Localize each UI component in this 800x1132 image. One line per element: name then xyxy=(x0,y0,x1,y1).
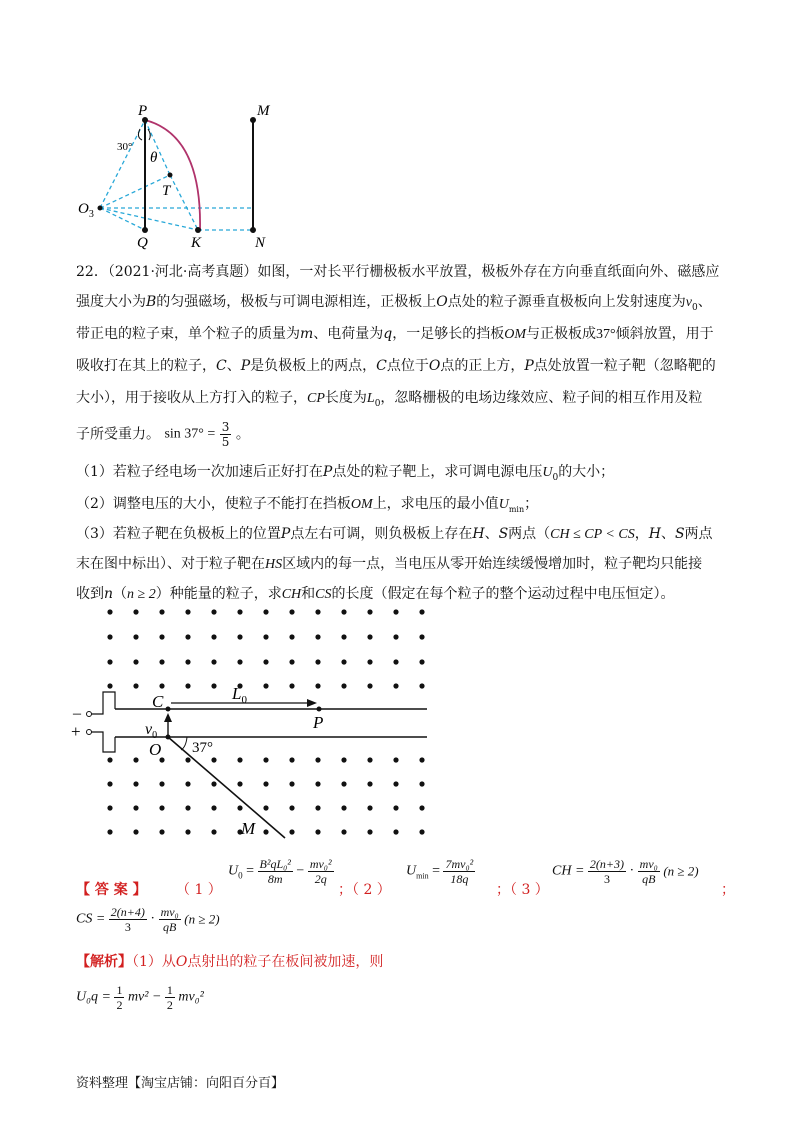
field-dot xyxy=(185,659,190,664)
field-dot xyxy=(263,829,268,834)
field-dot xyxy=(341,757,346,762)
field-dot xyxy=(237,659,242,664)
dashed-line xyxy=(100,208,198,230)
field-dot xyxy=(419,757,424,762)
field-dot xyxy=(133,757,138,762)
point-o3 xyxy=(98,206,103,211)
field-dot xyxy=(393,683,398,688)
negative-terminal xyxy=(91,692,115,714)
field-dot xyxy=(107,757,112,762)
point-t xyxy=(168,173,173,178)
dashed-line xyxy=(100,175,170,208)
problem-line-6: 子所受重力。 sin 37° = $\frac{3}{5}$ 。 xyxy=(76,420,250,449)
field-dot xyxy=(107,634,112,639)
field-dot xyxy=(263,781,268,786)
field-dot xyxy=(159,659,164,664)
field-dot xyxy=(263,634,268,639)
field-dot xyxy=(315,634,320,639)
field-dot xyxy=(263,609,268,614)
analysis-line: 【解析】（1）从O点射出的粒子在板间被加速，则 xyxy=(76,954,384,970)
answer-tag: 【 答 案 】 xyxy=(76,882,147,898)
field-dot xyxy=(367,683,372,688)
field-dot xyxy=(133,634,138,639)
magnetic-field-dots xyxy=(107,609,424,834)
label-plus: + xyxy=(71,722,81,741)
field-dot xyxy=(133,683,138,688)
field-dot xyxy=(341,781,346,786)
field-dot xyxy=(367,805,372,810)
field-dot xyxy=(367,757,372,762)
field-dot xyxy=(315,659,320,664)
field-dot xyxy=(289,659,294,664)
field-dot xyxy=(211,781,216,786)
field-dot xyxy=(367,829,372,834)
label-30: 30° xyxy=(117,141,133,153)
field-dot xyxy=(211,757,216,762)
dashed-line xyxy=(170,175,198,230)
label-k: K xyxy=(191,235,202,251)
field-dot xyxy=(237,781,242,786)
field-dot xyxy=(133,781,138,786)
point-m xyxy=(250,117,256,123)
point-n xyxy=(250,227,256,233)
field-dot xyxy=(107,659,112,664)
field-dot xyxy=(159,609,164,614)
field-dot xyxy=(263,757,268,762)
field-dot xyxy=(393,829,398,834)
label-m: M xyxy=(241,819,256,838)
field-dot xyxy=(211,805,216,810)
label-q: Q xyxy=(137,235,148,251)
v0-arrowhead xyxy=(164,713,172,722)
field-dot xyxy=(419,805,424,810)
field-dot xyxy=(263,683,268,688)
label-o: O xyxy=(149,740,162,759)
label-37: 37° xyxy=(192,740,213,756)
field-dot xyxy=(159,634,164,639)
terminal-circle-negative xyxy=(87,712,92,717)
problem-line-4: 吸收打在其上的粒子，C、P是负极板上的两点，C点位于O点的正上方，P点处放置一粒子靶（忽略靶的 xyxy=(76,358,716,374)
field-dot xyxy=(341,659,346,664)
field-dot xyxy=(315,781,320,786)
field-dot xyxy=(315,683,320,688)
field-dot xyxy=(159,805,164,810)
field-dot xyxy=(315,757,320,762)
field-dot xyxy=(133,659,138,664)
answer-line-2: CS = $\frac{2(n+4)}{3}$ · $\frac{\text{mv₀}}{qB}$ (n ≥ 2) xyxy=(76,905,220,934)
field-dot xyxy=(237,757,242,762)
question-3-line-2: 末在图中标出）、对于粒子靶在HS区域内的每一点，当电压从零开始连续缓慢增加时，粒子靶均只能接 xyxy=(76,556,703,572)
field-dot xyxy=(185,805,190,810)
field-dot xyxy=(211,659,216,664)
field-dot xyxy=(289,609,294,614)
field-dot xyxy=(393,805,398,810)
field-dot xyxy=(341,829,346,834)
problem-line-3: 带正电的粒子束，单个粒子的质量为m、电荷量为q，一足够长的挡板OM与正极板成37°倾斜放置，用于 xyxy=(76,326,714,342)
field-dot xyxy=(393,609,398,614)
field-dot xyxy=(367,781,372,786)
field-dot xyxy=(237,609,242,614)
point-o xyxy=(166,735,171,740)
field-dot xyxy=(289,829,294,834)
figure-2 xyxy=(65,600,445,850)
question-2: （2）调整电压的大小，使粒子不能打在挡板OM上，求电压的最小值$U_{min}$； xyxy=(76,496,539,514)
field-dot xyxy=(211,683,216,688)
question-1: （1）若粒子经电场一次加速后正好打在P点处的粒子靶上，求可调电源电压$U_0$的大小； xyxy=(76,464,615,483)
figure-1 xyxy=(70,95,300,255)
analysis-tag: 【解析】 xyxy=(76,954,132,970)
field-dot xyxy=(289,634,294,639)
field-dot xyxy=(185,757,190,762)
field-dot xyxy=(159,781,164,786)
field-dot xyxy=(315,829,320,834)
field-dot xyxy=(237,805,242,810)
point-q xyxy=(142,227,148,233)
point-p xyxy=(317,707,322,712)
label-p: P xyxy=(313,713,324,732)
field-dot xyxy=(315,805,320,810)
field-dot xyxy=(133,609,138,614)
baffle-om xyxy=(168,737,285,838)
label-t: T xyxy=(162,183,171,199)
positive-terminal xyxy=(91,732,115,752)
trajectory-arc xyxy=(145,120,200,230)
field-dot xyxy=(107,781,112,786)
field-dot xyxy=(289,683,294,688)
field-dot xyxy=(185,781,190,786)
field-dot xyxy=(341,683,346,688)
label-n: N xyxy=(255,235,266,251)
field-dot xyxy=(237,634,242,639)
answer-line-1: 【 答 案 】 （ 1 ） $U_0$ = $\frac{\text{B²qL₀²}}{8m}$ − $\frac{\text{mv₀²}}{2q}$ ；（ 2 ） $U_{min}$ = $\frac{\text{7mv₀²}}{18q}$ ；（ 3 ） CH = $\frac{2(n+3)}{3}$ · $\frac{\text{mv₀}}{qB}$ (n ≥ 2) ； xyxy=(76,857,735,898)
field-dot xyxy=(211,609,216,614)
field-dot xyxy=(419,829,424,834)
label-l0: $L_0$ xyxy=(232,684,247,706)
field-dot xyxy=(107,609,112,614)
field-dot xyxy=(367,609,372,614)
point-c xyxy=(166,707,171,712)
field-dot xyxy=(419,781,424,786)
label-o3: $O_3$ xyxy=(78,201,94,220)
label-minus: – xyxy=(73,705,81,722)
label-p: P xyxy=(138,103,148,119)
terminal-circle-positive xyxy=(87,730,92,735)
field-dot xyxy=(133,829,138,834)
footer-text: 资料整理【淘宝店铺：向阳百分百】 xyxy=(76,1076,285,1091)
field-dot xyxy=(419,609,424,614)
field-dot xyxy=(263,805,268,810)
question-3: （3）若粒子靶在负极板上的位置P点左右可调，则负极板上存在H、S两点（CH ≤ CP < CS，H、S两点 xyxy=(76,526,713,542)
field-dot xyxy=(393,659,398,664)
field-dot xyxy=(107,829,112,834)
field-dot xyxy=(107,805,112,810)
field-dot xyxy=(419,683,424,688)
problem-line-5: 大小），用于接收从上方打入的粒子，CP长度为$L_0$，忽略栅极的电场边缘效应、粒子间的相互作用及粒 xyxy=(76,390,703,409)
label-v0: $v_0$ xyxy=(145,721,158,741)
point-k xyxy=(195,227,201,233)
l0-arrowhead xyxy=(307,699,317,707)
field-dot xyxy=(419,634,424,639)
field-dot xyxy=(289,805,294,810)
problem-number: 22． xyxy=(76,264,108,280)
problem-line-2: 强度大小为B的匀强磁场，极板与可调电源相连，正极板上O点处的粒子源垂直极板向上发射速度为$v_0$、 xyxy=(76,294,712,313)
field-dot xyxy=(185,634,190,639)
field-dot xyxy=(107,683,112,688)
field-dot xyxy=(263,659,268,664)
label-c: C xyxy=(152,692,164,711)
field-dot xyxy=(211,829,216,834)
field-dot xyxy=(185,609,190,614)
label-theta: θ xyxy=(150,150,158,166)
field-dot xyxy=(341,634,346,639)
field-dot xyxy=(341,609,346,614)
field-dot xyxy=(393,634,398,639)
field-dot xyxy=(289,781,294,786)
field-dot xyxy=(419,659,424,664)
field-dot xyxy=(159,829,164,834)
dashed-line xyxy=(145,120,170,175)
dashed-line xyxy=(100,208,145,230)
label-m: M xyxy=(257,103,270,119)
question-3-line-3: 收到n（n ≥ 2）种能量的粒子，求CH和CS的长度（假定在每个粒子的整个运动过程中电压恒定）。 xyxy=(76,586,675,602)
field-dot xyxy=(341,805,346,810)
analysis-equation: U₀q = $\frac{1}{2}$ mv² − $\frac{1}{2}$ mv₀² xyxy=(76,983,204,1012)
field-dot xyxy=(133,805,138,810)
field-dot xyxy=(289,757,294,762)
field-dot xyxy=(185,829,190,834)
field-dot xyxy=(185,683,190,688)
field-dot xyxy=(367,659,372,664)
field-dot xyxy=(315,609,320,614)
field-dot xyxy=(159,683,164,688)
field-dot xyxy=(393,781,398,786)
angle-arc-theta xyxy=(148,129,150,140)
field-dot xyxy=(367,634,372,639)
problem-line-1: 22．（2021·河北·高考真题）如图，一对长平行栅极板水平放置，极板外存在方向垂直纸面向外、磁感应 xyxy=(76,264,720,280)
field-dot xyxy=(211,634,216,639)
field-dot xyxy=(393,757,398,762)
